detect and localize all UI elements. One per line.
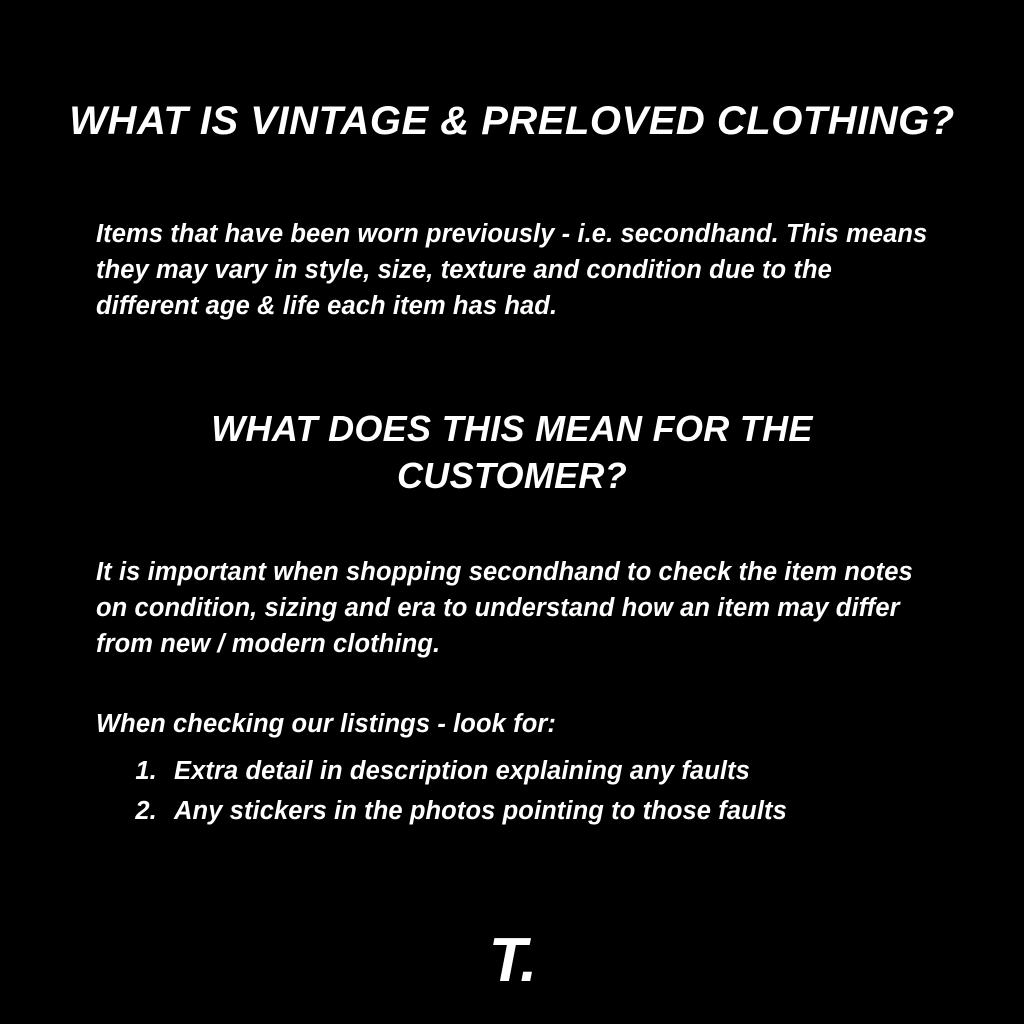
- paragraph-definition: Items that have been worn previously - i.e. secondhand. This means they may vary in style, size, texture and condition due to the different age & life each item has had.: [96, 219, 928, 321]
- paragraph-customer-guidance: It is important when shopping secondhand to check the item notes on condition, sizing and era to understand how an item may differ from new / modern clothing.: [96, 557, 913, 659]
- brand-logo: T.: [488, 926, 536, 995]
- section-heading-customer: WHAT DOES THIS MEAN FOR THE CUSTOMER?: [211, 407, 813, 496]
- page-title: WHAT IS VINTAGE & PRELOVED CLOTHING?: [69, 98, 955, 143]
- list-item: 1. Extra detail in description explaining any faults: [164, 752, 984, 792]
- list-item: 2. Any stickers in the photos pointing to those faults: [164, 792, 984, 832]
- paragraph-listings-prompt: When checking our listings - look for:: [96, 709, 556, 738]
- checklist: [120, 752, 984, 831]
